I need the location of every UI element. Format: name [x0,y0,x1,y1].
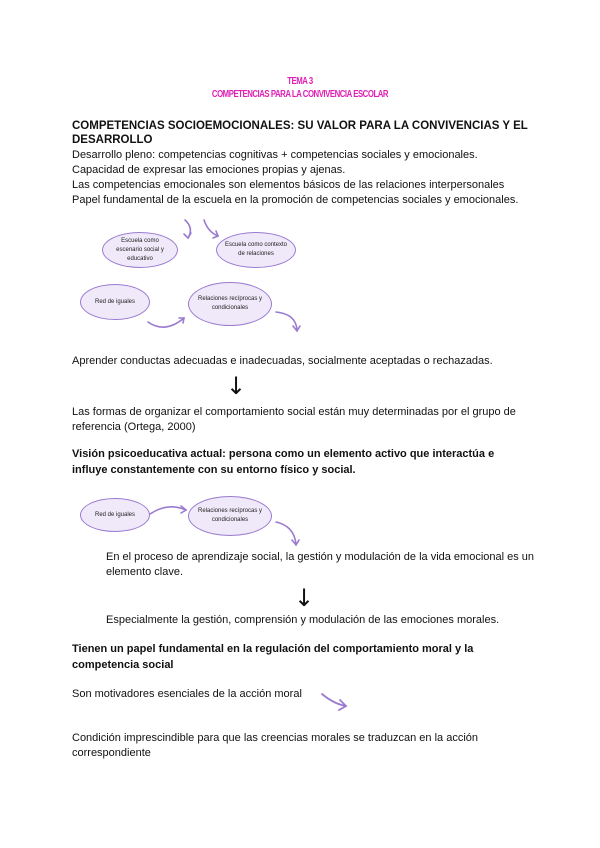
vision-heading: Visión psicoeducativa actual: persona como un elemento activo que interactúa e influye constantemente con su entorno físico y social. [72,448,495,476]
section-heading: COMPETENCIAS SOCIOEMOCIONALES: SU VALOR PARA LA CONVIVENCIAS Y EL DESARROLLO [72,120,528,146]
moral-role-heading: Tienen un papel fundamental en la regulación del comportamiento moral y la competencia social [72,643,474,671]
learning-text: Aprender conductas adecuadas e inadecuadas, socialmente aceptadas o rechazadas. [72,355,493,367]
topic-number: TEMA 3 [287,76,313,87]
intro-line-1: Desarrollo pleno: competencias cognitivas + competencias sociales y emocionales. [72,149,478,161]
condition-text: Condición imprescindible para que las creencias morales se traduzcan en la acción correspondiente [72,732,478,759]
down-arrow-icon: ↓ [294,584,315,612]
motivators-text: Son motivadores esenciales de la acción moral [72,688,302,700]
intro-line-4: Papel fundamental de la escuela en la promoción de competencias sociales y emocionales. [72,194,519,206]
intro-line-3: Las competencias emocionales son elementos básicos de las relaciones interpersonales [72,179,505,191]
diagram-node-relaciones: Relaciones recíprocas y condicionales [188,282,272,326]
page-title: COMPETENCIAS PARA LA CONVIVENCIA ESCOLAR [211,89,389,100]
diagram-node-escuela-escenario: Escuela como escenario social y educativo [102,232,178,268]
ortega-text: Las formas de organizar el comportamiento social están muy determinadas por el grupo de referencia (Ortega, 2000) [72,406,516,433]
diagram2-node-relaciones: Relaciones recíprocas y condicionales [188,496,272,536]
social-learning-text: En el proceso de aprendizaje social, la gestión y modulación de la vida emocional es un elemento clave. [106,551,535,578]
down-arrow-icon: ↓ [226,372,247,400]
arrow-curve [322,694,346,706]
diagram-node-escuela-contexto: Escuela como contexto de relaciones [216,232,296,268]
diagram-node-red-iguales: Red de iguales [80,284,150,320]
moral-emotions-text: Especialmente la gestión, comprensión y modulación de las emociones morales. [106,614,500,626]
intro-line-2: Capacidad de expresar las emociones propias y ajenas. [72,164,346,176]
diagram2-node-red-iguales: Red de iguales [80,498,150,532]
